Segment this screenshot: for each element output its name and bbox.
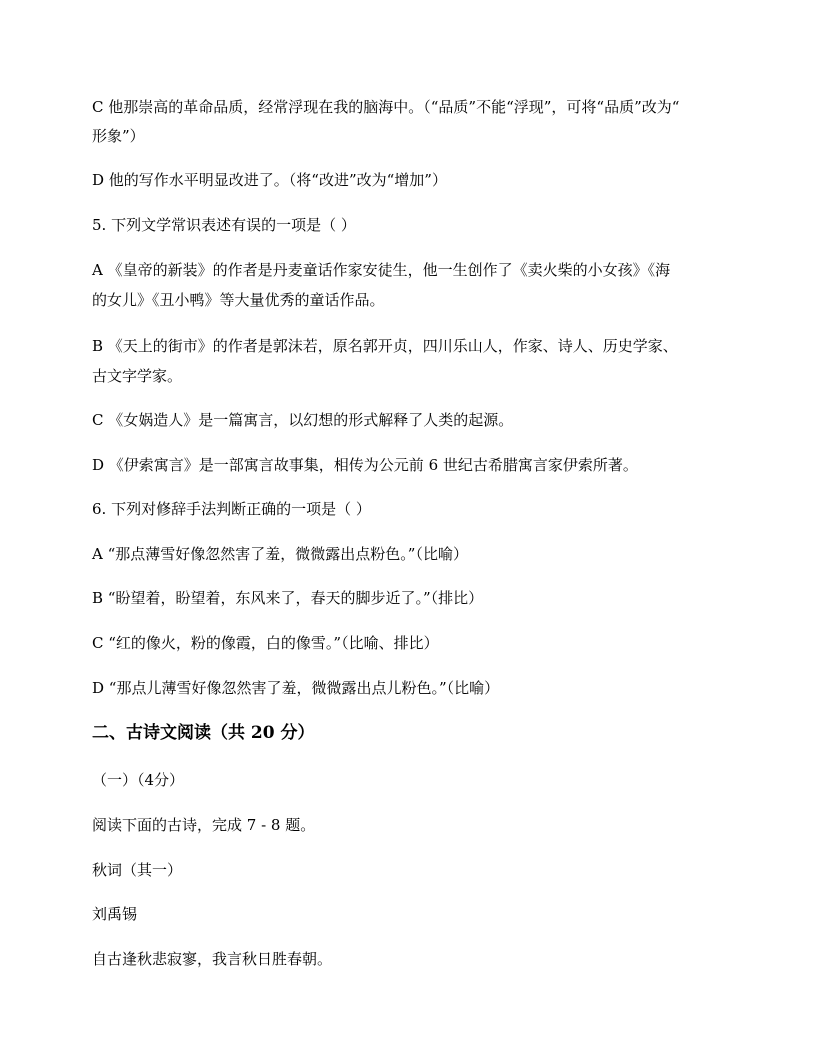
question-5-option-d: D 《伊索寓言》是一部寓言故事集，相传为公元前 6 世纪古希腊寓言家伊索所著。 xyxy=(92,456,638,474)
question-5-option-a-line1: A 《皇帝的新装》的作者是丹麦童话作家安徒生，他一生创作了《卖火柴的小女孩》《海 xyxy=(92,261,671,279)
question-5-option-c: C 《女娲造人》是一篇寓言，以幻想的形式解释了人类的起源。 xyxy=(92,411,514,429)
subsection-label: （一）（4分） xyxy=(92,771,185,789)
question-6-option-c: C “红的像火，粉的像霞，白的像雪。”（比喻、排比） xyxy=(92,634,439,652)
option-c-question4-line1: C 他那崇高的革命品质，经常浮现在我的脑海中。（“品质”不能“浮现”，可将“品质”改为“ xyxy=(92,98,680,116)
section-heading: 二、古诗文阅读（共 20 分） xyxy=(92,723,315,743)
option-d-question4: D 他的写作水平明显改进了。（将“改进”改为“增加”） xyxy=(92,171,447,189)
question-6-option-a: A “那点薄雪好像忽然害了羞，微微露出点粉色。”（比喻） xyxy=(92,545,468,563)
option-c-question4-line2: 形象”） xyxy=(92,127,145,145)
poem-author: 刘禹锡 xyxy=(92,905,138,923)
question-5-stem: 5. 下列文学常识表述有误的一项是（ ） xyxy=(92,216,356,234)
question-6-option-b: B “盼望着，盼望着，东风来了，春天的脚步近了。”（排比） xyxy=(92,589,484,607)
poem-title: 秋词（其一） xyxy=(92,861,183,879)
question-5-option-a-line2: 的女儿》《丑小鸭》等大量优秀的童话作品。 xyxy=(92,291,385,309)
question-5-option-b-line2: 古文字学家。 xyxy=(92,367,183,385)
reading-instruction: 阅读下面的古诗，完成 7 - 8 题。 xyxy=(92,816,316,834)
question-6-option-d: D “那点儿薄雪好像忽然害了羞，微微露出点儿粉色。”（比喻） xyxy=(92,679,500,697)
question-5-option-b-line1: B 《天上的街市》的作者是郭沫若，原名郭开贞，四川乐山人，作家、诗人、历史学家、 xyxy=(92,337,678,355)
poem-line-1: 自古逢秋悲寂寥，我言秋日胜春朝。 xyxy=(92,950,333,968)
question-6-stem: 6. 下列对修辞手法判断正确的一项是（ ） xyxy=(92,500,371,518)
